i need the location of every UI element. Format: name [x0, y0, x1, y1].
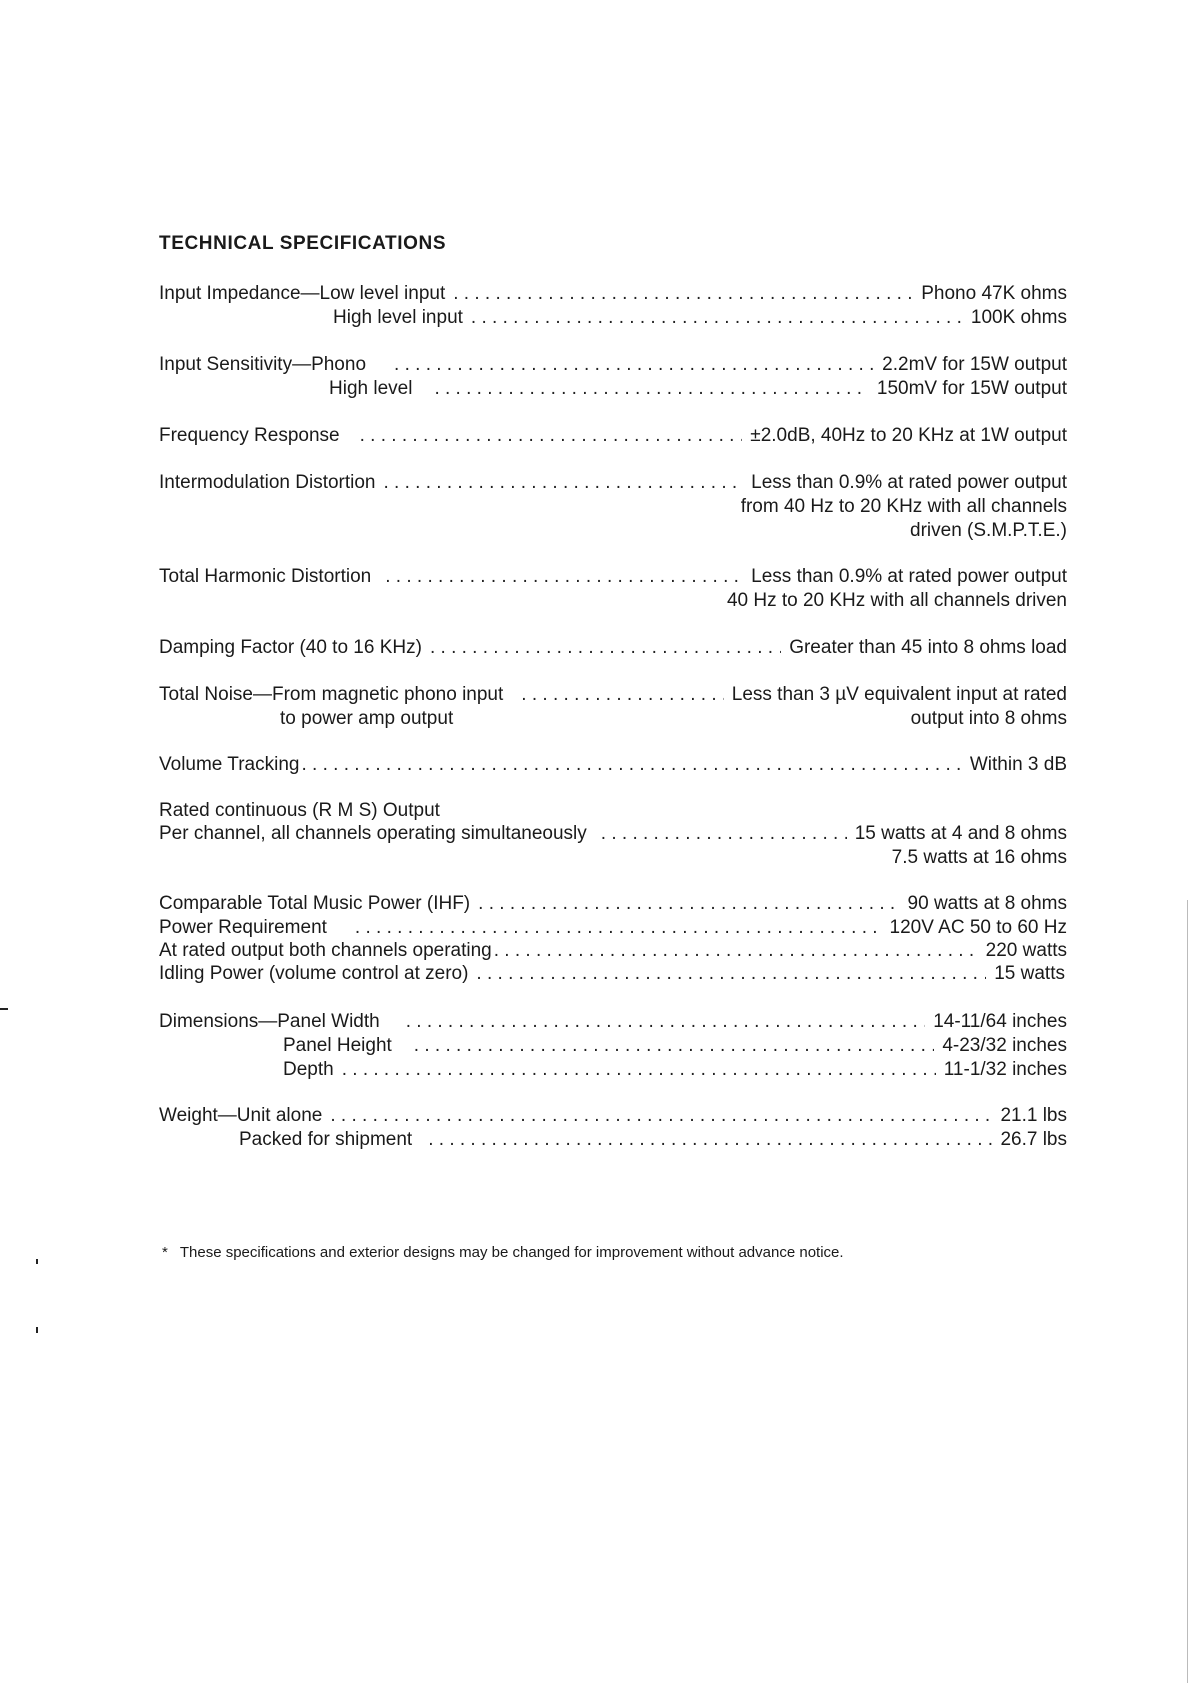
dot-leader — [471, 306, 963, 330]
spec-label: Volume Tracking — [159, 754, 300, 775]
spec-label: High level — [329, 378, 413, 399]
dot-leader — [360, 424, 743, 448]
dot-leader — [385, 565, 743, 589]
spec-row-weight-unit — [159, 1104, 1067, 1128]
spec-label-cont: to power amp output — [280, 708, 454, 729]
spec-value: 21.1 lbs — [1000, 1105, 1067, 1126]
dot-leader — [430, 636, 781, 660]
spec-value: 150mV for 15W output — [876, 378, 1067, 399]
spec-row-dim-depth — [159, 1058, 1067, 1082]
spec-row-dim-width — [159, 1010, 1067, 1034]
spec-value: 15 watts — [994, 963, 1065, 984]
footnote — [162, 1244, 844, 1261]
spec-label-heading: Rated continuous (R M S) Output — [159, 800, 440, 821]
spec-row-damping — [159, 636, 1067, 660]
spec-value: Greater than 45 into 8 ohms load — [789, 637, 1067, 658]
dot-leader — [406, 1010, 925, 1034]
spec-row-sens-phono — [159, 353, 1067, 377]
spec-label: Input Sensitivity—Phono — [159, 354, 367, 375]
spec-value-cont: 7.5 watts at 16 ohms — [891, 847, 1067, 868]
dot-leader — [414, 1034, 935, 1058]
spec-label: Intermodulation Distortion — [159, 472, 376, 493]
dot-leader — [301, 753, 961, 777]
spec-row-rms — [159, 822, 1067, 846]
spec-row-idling — [159, 962, 1067, 986]
spec-value: 14-11/64 inches — [933, 1011, 1067, 1032]
spec-label: At rated output both channels operating — [159, 940, 492, 961]
spec-label: Idling Power (volume control at zero) — [159, 963, 469, 984]
dot-leader — [476, 962, 986, 986]
scan-right-edge — [1187, 900, 1188, 1683]
scan-edge-mark — [36, 1327, 38, 1333]
footnote-asterisk: * — [162, 1244, 168, 1261]
spec-label: Dimensions—Panel Width — [159, 1011, 380, 1032]
spec-label: Total Harmonic Distortion — [159, 566, 372, 587]
spec-row-weight-packed — [159, 1128, 1067, 1152]
spec-label: Input Impedance—Low level input — [159, 283, 446, 304]
spec-row-power-req — [159, 916, 1067, 940]
spec-label: Packed for shipment — [239, 1129, 413, 1150]
dot-leader — [384, 471, 744, 495]
scan-edge-mark — [0, 1008, 8, 1010]
page-title: TECHNICAL SPECIFICATIONS — [159, 233, 447, 254]
spec-value-cont: output into 8 ohms — [910, 708, 1067, 729]
spec-value: Less than 3 µV equivalent input at rated — [731, 684, 1067, 705]
spec-label: Damping Factor (40 to 16 KHz) — [159, 637, 422, 658]
spec-row-impedance-low — [159, 282, 1067, 306]
footnote-text: These specifications and exterior designs may be changed for improvement without advance notice. — [179, 1244, 844, 1261]
spec-value: 26.7 lbs — [1000, 1129, 1067, 1150]
spec-value-cont: 40 Hz to 20 KHz with all channels driven — [726, 590, 1067, 611]
dot-leader — [355, 916, 882, 940]
spec-label: Depth — [283, 1059, 334, 1080]
spec-row-thd — [159, 565, 1067, 589]
dot-leader — [478, 892, 899, 916]
spec-value: Within 3 dB — [969, 754, 1067, 775]
spec-value: Less than 0.9% at rated power output — [751, 566, 1067, 587]
spec-value: 2.2mV for 15W output — [882, 354, 1067, 375]
dot-leader — [394, 353, 874, 377]
scan-edge-mark — [36, 1259, 38, 1264]
spec-row-dim-height — [159, 1034, 1067, 1058]
spec-label: Per channel, all channels operating simultaneously — [159, 823, 587, 844]
spec-row-rated-output — [159, 939, 1067, 963]
spec-value: 15 watts at 4 and 8 ohms — [854, 823, 1067, 844]
dot-leader — [342, 1058, 936, 1082]
dot-leader — [428, 1128, 992, 1152]
spec-label: High level input — [333, 307, 463, 328]
dot-leader — [494, 939, 978, 963]
spec-row-impedance-high — [159, 306, 1067, 330]
dot-leader — [434, 377, 868, 401]
spec-row-tracking — [159, 753, 1067, 777]
spec-row-noise — [159, 683, 1067, 707]
spec-value: 100K ohms — [970, 307, 1067, 328]
spec-row-music-power — [159, 892, 1067, 916]
spec-value: 90 watts at 8 ohms — [907, 893, 1067, 914]
spec-value: 4-23/32 inches — [942, 1035, 1067, 1056]
spec-label: Power Requirement — [159, 917, 327, 938]
spec-value: 120V AC 50 to 60 Hz — [889, 917, 1067, 938]
spec-value-cont: driven (S.M.P.T.E.) — [910, 520, 1067, 541]
dot-leader — [453, 282, 913, 306]
spec-label: Weight—Unit alone — [159, 1105, 323, 1126]
dot-leader — [521, 683, 723, 707]
spec-row-sens-high — [159, 377, 1067, 401]
spec-value-cont: from 40 Hz to 20 KHz with all channels — [740, 496, 1067, 517]
dot-leader — [601, 822, 847, 846]
spec-label: Frequency Response — [159, 425, 340, 446]
spec-label: Comparable Total Music Power (IHF) — [159, 893, 471, 914]
spec-label: Panel Height — [283, 1035, 392, 1056]
spec-value: Less than 0.9% at rated power output — [751, 472, 1067, 493]
spec-value: Phono 47K ohms — [921, 283, 1067, 304]
spec-value: 11-1/32 inches — [943, 1059, 1067, 1080]
spec-value: 220 watts — [985, 940, 1067, 961]
spec-row-frequency — [159, 424, 1067, 448]
spec-value: ±2.0dB, 40Hz to 20 KHz at 1W output — [750, 425, 1067, 446]
spec-label: Total Noise—From magnetic phono input — [159, 684, 504, 705]
spec-row-imd — [159, 471, 1067, 495]
dot-leader — [330, 1104, 992, 1128]
